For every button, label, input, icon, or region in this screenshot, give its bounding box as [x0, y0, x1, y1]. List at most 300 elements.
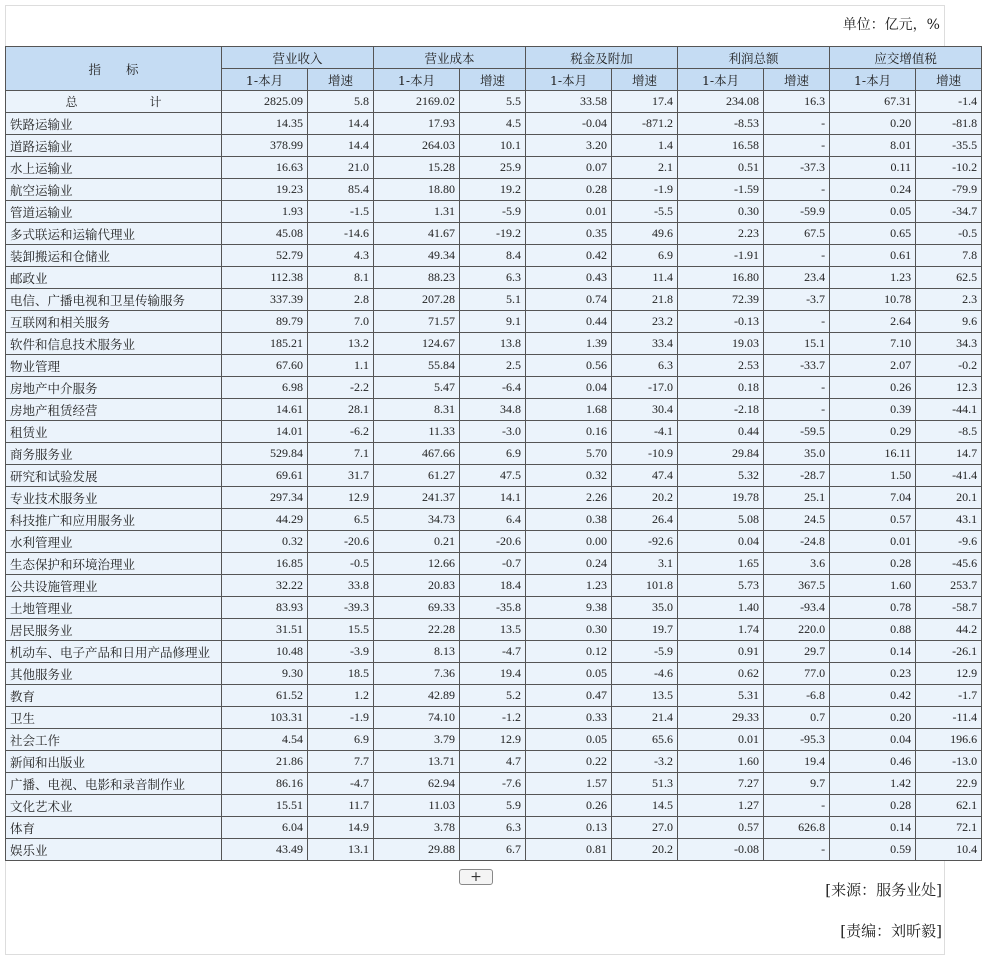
table-row: [6, 135, 982, 157]
cell-value: -59.5: [764, 421, 830, 443]
cell-value: 29.33: [678, 707, 764, 729]
cell-value: 12.66: [374, 553, 460, 575]
cell-value: 7.8: [916, 245, 982, 267]
cell-value: -: [764, 135, 830, 157]
row-label: 物业管理: [6, 355, 222, 377]
cell-value: 11.7: [308, 795, 374, 817]
cell-value: 14.01: [222, 421, 308, 443]
cell-value: 15.1: [764, 333, 830, 355]
cell-value: 4.3: [308, 245, 374, 267]
header-group-profit: 利润总额: [678, 47, 830, 69]
table-row: [6, 289, 982, 311]
cell-value: 44.29: [222, 509, 308, 531]
row-label: 文化艺术业: [6, 795, 222, 817]
cell-value: 0.29: [830, 421, 916, 443]
table-row: [6, 773, 982, 795]
row-label: 土地管理业: [6, 597, 222, 619]
cell-value: 0.24: [830, 179, 916, 201]
table-row: [6, 707, 982, 729]
cell-value: 8.01: [830, 135, 916, 157]
cell-value: 1.27: [678, 795, 764, 817]
row-label: 房地产中介服务: [6, 377, 222, 399]
cell-value: -5.9: [612, 641, 678, 663]
cell-value: 0.24: [526, 553, 612, 575]
cell-value: -: [764, 245, 830, 267]
expand-button[interactable]: +: [459, 869, 493, 885]
table-row: [6, 619, 982, 641]
cell-value: 0.20: [830, 707, 916, 729]
cell-value: 15.5: [308, 619, 374, 641]
cell-value: 8.13: [374, 641, 460, 663]
cell-value: 10.48: [222, 641, 308, 663]
cell-value: 19.4: [460, 663, 526, 685]
cell-value: 0.91: [678, 641, 764, 663]
cell-value: 18.80: [374, 179, 460, 201]
cell-value: -: [764, 399, 830, 421]
cell-value: -39.3: [308, 597, 374, 619]
cell-value: -9.6: [916, 531, 982, 553]
cell-value: -0.7: [460, 553, 526, 575]
cell-value: -79.9: [916, 179, 982, 201]
cell-value: 88.23: [374, 267, 460, 289]
cell-value: -7.6: [460, 773, 526, 795]
table-row: [6, 751, 982, 773]
cell-value: -1.9: [308, 707, 374, 729]
table-row: [6, 223, 982, 245]
cell-value: -5.9: [460, 201, 526, 223]
cell-value: 0.42: [830, 685, 916, 707]
cell-value: 4.54: [222, 729, 308, 751]
table-row: [6, 377, 982, 399]
cell-value: 72.39: [678, 289, 764, 311]
cell-value: 47.4: [612, 465, 678, 487]
cell-value: 5.70: [526, 443, 612, 465]
cell-value: 6.3: [460, 817, 526, 839]
cell-value: 23.4: [764, 267, 830, 289]
cell-value: 16.85: [222, 553, 308, 575]
header-group-vat: 应交增值税: [830, 47, 982, 69]
cell-value: 12.3: [916, 377, 982, 399]
editor-note: [责编：刘昕毅]: [840, 922, 942, 940]
cell-value: -44.1: [916, 399, 982, 421]
cell-value: 0.04: [526, 377, 612, 399]
cell-value: -1.4: [916, 91, 982, 113]
cell-value: 0.74: [526, 289, 612, 311]
cell-value: -0.5: [916, 223, 982, 245]
cell-value: 14.7: [916, 443, 982, 465]
header-sub-growth: 增速: [916, 69, 982, 91]
cell-value: 0.04: [830, 729, 916, 751]
cell-value: -20.6: [308, 531, 374, 553]
cell-value: 43.1: [916, 509, 982, 531]
row-label: 水利管理业: [6, 531, 222, 553]
header-sub-period: 1-本月: [374, 69, 460, 91]
cell-value: 7.10: [830, 333, 916, 355]
cell-value: 1.60: [830, 575, 916, 597]
cell-value: -0.13: [678, 311, 764, 333]
cell-value: 241.37: [374, 487, 460, 509]
cell-value: 14.4: [308, 135, 374, 157]
cell-value: 185.21: [222, 333, 308, 355]
cell-value: -17.0: [612, 377, 678, 399]
header-sub-period: 1-本月: [222, 69, 308, 91]
cell-value: -10.9: [612, 443, 678, 465]
table-row: [6, 267, 982, 289]
cell-value: 103.31: [222, 707, 308, 729]
row-label: 社会工作: [6, 729, 222, 751]
cell-value: 1.42: [830, 773, 916, 795]
cell-value: -2.2: [308, 377, 374, 399]
cell-value: 2169.02: [374, 91, 460, 113]
cell-value: 234.08: [678, 91, 764, 113]
cell-value: 0.05: [526, 729, 612, 751]
cell-value: 0.05: [830, 201, 916, 223]
row-label: 新闻和出版业: [6, 751, 222, 773]
row-label: 互联网和相关服务: [6, 311, 222, 333]
cell-value: 5.9: [460, 795, 526, 817]
cell-value: 1.60: [678, 751, 764, 773]
table-row: [6, 487, 982, 509]
cell-value: 4.5: [460, 113, 526, 135]
header-sub-growth: 增速: [764, 69, 830, 91]
cell-value: 6.7: [460, 839, 526, 861]
table-row: [6, 509, 982, 531]
cell-value: 0.30: [678, 201, 764, 223]
cell-value: 33.8: [308, 575, 374, 597]
cell-value: 16.80: [678, 267, 764, 289]
cell-value: 65.6: [612, 729, 678, 751]
cell-value: 9.1: [460, 311, 526, 333]
cell-value: 62.5: [916, 267, 982, 289]
cell-value: 2.8: [308, 289, 374, 311]
cell-value: -34.7: [916, 201, 982, 223]
cell-value: 42.89: [374, 685, 460, 707]
cell-value: -4.1: [612, 421, 678, 443]
cell-value: -24.8: [764, 531, 830, 553]
cell-value: 2.1: [612, 157, 678, 179]
cell-value: -2.18: [678, 399, 764, 421]
cell-value: 5.2: [460, 685, 526, 707]
cell-value: 8.31: [374, 399, 460, 421]
cell-value: 196.6: [916, 729, 982, 751]
cell-value: 0.32: [222, 531, 308, 553]
table-row: [6, 179, 982, 201]
cell-value: 21.8: [612, 289, 678, 311]
cell-value: 2.07: [830, 355, 916, 377]
cell-value: 16.63: [222, 157, 308, 179]
cell-value: -3.2: [612, 751, 678, 773]
cell-value: 0.81: [526, 839, 612, 861]
cell-value: 0.61: [830, 245, 916, 267]
cell-value: 0.14: [830, 817, 916, 839]
row-label: 其他服务业: [6, 663, 222, 685]
cell-value: 14.35: [222, 113, 308, 135]
cell-value: 67.5: [764, 223, 830, 245]
row-label: 机动车、电子产品和日用产品修理业: [6, 641, 222, 663]
cell-value: -1.7: [916, 685, 982, 707]
header-sub-period: 1-本月: [830, 69, 916, 91]
cell-value: -13.0: [916, 751, 982, 773]
cell-value: 1.68: [526, 399, 612, 421]
cell-value: 12.9: [916, 663, 982, 685]
cell-value: 1.40: [678, 597, 764, 619]
cell-value: 89.79: [222, 311, 308, 333]
row-label: 电信、广播电视和卫星传输服务: [6, 289, 222, 311]
cell-value: -19.2: [460, 223, 526, 245]
row-label: 研究和试验发展: [6, 465, 222, 487]
table-row: [6, 817, 982, 839]
cell-value: -6.2: [308, 421, 374, 443]
cell-value: 124.67: [374, 333, 460, 355]
cell-value: 0.18: [678, 377, 764, 399]
cell-value: 9.38: [526, 597, 612, 619]
cell-value: 0.43: [526, 267, 612, 289]
cell-value: 253.7: [916, 575, 982, 597]
cell-value: 49.34: [374, 245, 460, 267]
cell-value: -33.7: [764, 355, 830, 377]
cell-value: 17.93: [374, 113, 460, 135]
cell-value: 9.7: [764, 773, 830, 795]
cell-value: 32.22: [222, 575, 308, 597]
cell-value: 1.31: [374, 201, 460, 223]
cell-value: -4.7: [460, 641, 526, 663]
cell-value: 83.93: [222, 597, 308, 619]
cell-value: 55.84: [374, 355, 460, 377]
row-label: 水上运输业: [6, 157, 222, 179]
cell-value: 337.39: [222, 289, 308, 311]
cell-value: 467.66: [374, 443, 460, 465]
cell-value: 6.3: [612, 355, 678, 377]
cell-value: 6.9: [612, 245, 678, 267]
cell-value: 16.11: [830, 443, 916, 465]
cell-value: 0.47: [526, 685, 612, 707]
table-row: [6, 729, 982, 751]
cell-value: 10.78: [830, 289, 916, 311]
cell-value: 18.4: [460, 575, 526, 597]
header-group-cost: 营业成本: [374, 47, 526, 69]
cell-value: 0.35: [526, 223, 612, 245]
row-label: 卫生: [6, 707, 222, 729]
table-row: [6, 399, 982, 421]
cell-value: 19.7: [612, 619, 678, 641]
cell-value: -0.04: [526, 113, 612, 135]
table-row: [6, 113, 982, 135]
cell-value: 1.1: [308, 355, 374, 377]
cell-value: 3.6: [764, 553, 830, 575]
cell-value: 6.5: [308, 509, 374, 531]
cell-value: 23.2: [612, 311, 678, 333]
cell-value: -14.6: [308, 223, 374, 245]
cell-value: 0.21: [374, 531, 460, 553]
cell-value: 19.4: [764, 751, 830, 773]
row-label: 体育: [6, 817, 222, 839]
cell-value: 0.78: [830, 597, 916, 619]
cell-value: 1.74: [678, 619, 764, 641]
row-label: 生态保护和环境治理业: [6, 553, 222, 575]
cell-value: 7.04: [830, 487, 916, 509]
cell-value: 72.1: [916, 817, 982, 839]
table-row: [6, 157, 982, 179]
cell-value: -1.59: [678, 179, 764, 201]
cell-value: 21.0: [308, 157, 374, 179]
cell-value: -92.6: [612, 531, 678, 553]
cell-value: 5.1: [460, 289, 526, 311]
cell-value: 0.26: [526, 795, 612, 817]
cell-value: 0.11: [830, 157, 916, 179]
cell-value: -45.6: [916, 553, 982, 575]
cell-value: 26.4: [612, 509, 678, 531]
cell-value: 1.2: [308, 685, 374, 707]
cell-value: 6.3: [460, 267, 526, 289]
cell-value: 6.04: [222, 817, 308, 839]
cell-value: 69.33: [374, 597, 460, 619]
cell-value: 33.58: [526, 91, 612, 113]
cell-value: 207.28: [374, 289, 460, 311]
cell-value: 0.59: [830, 839, 916, 861]
cell-value: 1.65: [678, 553, 764, 575]
row-label: 邮政业: [6, 267, 222, 289]
cell-value: 13.8: [460, 333, 526, 355]
cell-value: 45.08: [222, 223, 308, 245]
cell-value: 12.9: [460, 729, 526, 751]
cell-value: 5.8: [308, 91, 374, 113]
cell-value: -95.3: [764, 729, 830, 751]
cell-value: 1.39: [526, 333, 612, 355]
cell-value: -59.9: [764, 201, 830, 223]
cell-value: 13.71: [374, 751, 460, 773]
cell-value: 13.5: [460, 619, 526, 641]
row-label: 软件和信息技术服务业: [6, 333, 222, 355]
cell-value: 0.62: [678, 663, 764, 685]
cell-value: 0.51: [678, 157, 764, 179]
cell-value: 19.23: [222, 179, 308, 201]
cell-value: 0.39: [830, 399, 916, 421]
cell-value: 14.61: [222, 399, 308, 421]
cell-value: 0.57: [830, 509, 916, 531]
cell-value: 25.9: [460, 157, 526, 179]
cell-value: 22.28: [374, 619, 460, 641]
cell-value: 0.01: [526, 201, 612, 223]
cell-value: 0.12: [526, 641, 612, 663]
table-row: [6, 597, 982, 619]
cell-value: 6.9: [460, 443, 526, 465]
cell-value: 0.20: [830, 113, 916, 135]
cell-value: 1.23: [526, 575, 612, 597]
table-row: [6, 839, 982, 861]
table-body: [6, 91, 982, 861]
cell-value: 0.07: [526, 157, 612, 179]
cell-value: 9.6: [916, 311, 982, 333]
cell-value: 16.3: [764, 91, 830, 113]
cell-value: -8.5: [916, 421, 982, 443]
header-indicator: 指 标: [6, 47, 222, 91]
cell-value: 3.79: [374, 729, 460, 751]
cell-value: 34.8: [460, 399, 526, 421]
cell-value: 5.73: [678, 575, 764, 597]
cell-value: 62.1: [916, 795, 982, 817]
cell-value: 19.2: [460, 179, 526, 201]
total-label: 总 计: [6, 91, 222, 113]
cell-value: 21.86: [222, 751, 308, 773]
cell-value: 112.38: [222, 267, 308, 289]
cell-value: -41.4: [916, 465, 982, 487]
cell-value: 11.4: [612, 267, 678, 289]
cell-value: 34.3: [916, 333, 982, 355]
cell-value: 378.99: [222, 135, 308, 157]
cell-value: 8.1: [308, 267, 374, 289]
header-sub-period: 1-本月: [678, 69, 764, 91]
cell-value: 14.5: [612, 795, 678, 817]
table-row: [6, 531, 982, 553]
cell-value: 14.1: [460, 487, 526, 509]
cell-value: -4.7: [308, 773, 374, 795]
cell-value: 67.31: [830, 91, 916, 113]
cell-value: 21.4: [612, 707, 678, 729]
cell-value: 19.03: [678, 333, 764, 355]
header-sub-period: 1-本月: [526, 69, 612, 91]
cell-value: 0.28: [830, 553, 916, 575]
cell-value: 20.83: [374, 575, 460, 597]
cell-value: -: [764, 179, 830, 201]
cell-value: 0.42: [526, 245, 612, 267]
cell-value: -: [764, 311, 830, 333]
cell-value: 27.0: [612, 817, 678, 839]
row-label: 公共设施管理业: [6, 575, 222, 597]
cell-value: -1.5: [308, 201, 374, 223]
cell-value: 71.57: [374, 311, 460, 333]
cell-value: -11.4: [916, 707, 982, 729]
cell-value: -0.5: [308, 553, 374, 575]
cell-value: 0.56: [526, 355, 612, 377]
row-label: 道路运输业: [6, 135, 222, 157]
cell-value: 0.01: [830, 531, 916, 553]
cell-value: -3.7: [764, 289, 830, 311]
cell-value: 2.64: [830, 311, 916, 333]
cell-value: 85.4: [308, 179, 374, 201]
table-row: [6, 311, 982, 333]
row-label: 专业技术服务业: [6, 487, 222, 509]
cell-value: 264.03: [374, 135, 460, 157]
row-label: 多式联运和运输代理业: [6, 223, 222, 245]
row-label: 房地产租赁经营: [6, 399, 222, 421]
cell-value: 297.34: [222, 487, 308, 509]
table-row: [6, 355, 982, 377]
cell-value: 0.30: [526, 619, 612, 641]
row-label: 居民服务业: [6, 619, 222, 641]
unit-label: 单位：亿元，%: [842, 17, 940, 33]
cell-value: 41.67: [374, 223, 460, 245]
header-group-tax: 税金及附加: [526, 47, 678, 69]
cell-value: -35.8: [460, 597, 526, 619]
table-row: [6, 443, 982, 465]
cell-value: -26.1: [916, 641, 982, 663]
cell-value: 8.4: [460, 245, 526, 267]
cell-value: -: [764, 113, 830, 135]
cell-value: -871.2: [612, 113, 678, 135]
row-label: 商务服务业: [6, 443, 222, 465]
cell-value: 2825.09: [222, 91, 308, 113]
cell-value: 20.2: [612, 487, 678, 509]
cell-value: 0.38: [526, 509, 612, 531]
cell-value: 0.57: [678, 817, 764, 839]
total-row: [6, 91, 982, 113]
cell-value: 20.2: [612, 839, 678, 861]
cell-value: 51.3: [612, 773, 678, 795]
cell-value: 30.4: [612, 399, 678, 421]
cell-value: 14.9: [308, 817, 374, 839]
cell-value: 10.4: [916, 839, 982, 861]
statistics-table: [5, 46, 982, 861]
